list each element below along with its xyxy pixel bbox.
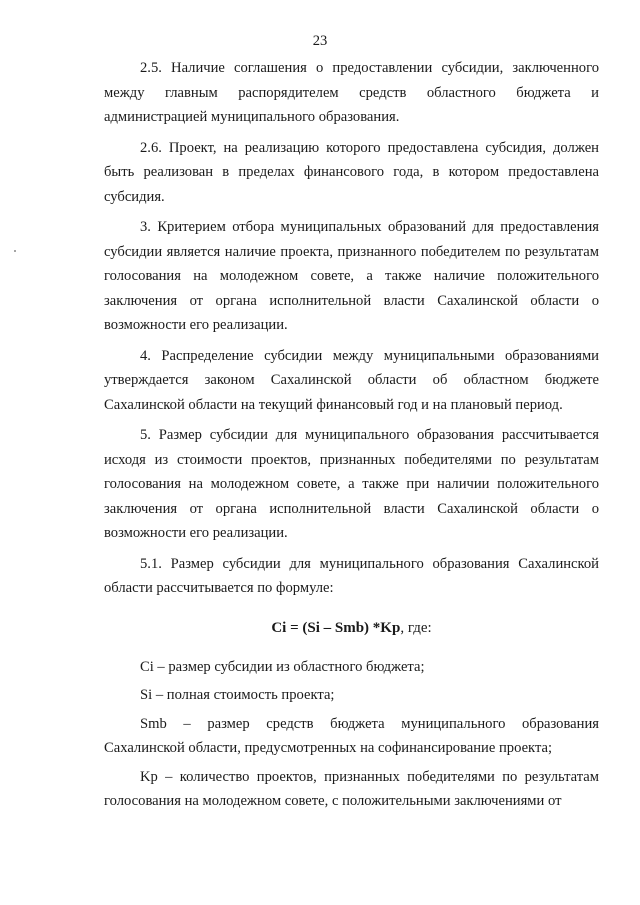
paragraph-2-6: 2.6. Проект, на реализацию которого предоставлена субсидия, должен быть реализован в пределах финансового года, в котором предоставлена субсидия. (104, 139, 599, 205)
formula-expression: Ci = (Si – Smb) *Kp (271, 619, 401, 636)
scan-speck (14, 250, 16, 252)
formula (104, 615, 599, 641)
definition-si: Si – полная стоимость проекта; (140, 687, 335, 703)
formula-suffix: , где: (400, 619, 432, 636)
paragraph-2-5: 2.5. Наличие соглашения о предоставлении субсидии, заключенного между главным распорядителем средств областного бюджета и администрацией муниципального образования. (104, 60, 599, 125)
definition-ci: Ci – размер субсидии из областного бюджета; (140, 658, 425, 675)
document-body (104, 56, 599, 818)
paragraph-3: 3. Критерием отбора муниципальных образований для предоставления субсидии является наличие проекта, признанного победителем по результатам голосования на молодежном совете, а также наличие положительного заключения от органа исполнительной власти Сахалинской области о возможности его реализации. (104, 219, 599, 333)
paragraph-5: 5. Размер субсидии для муниципального образования рассчитывается исходя из стоимости проектов, признанных победителями по результатам голосования на молодежном совете, а также при наличии положительного заключения от органа исполнительной власти Сахалинской области о возможности его реализации. (104, 427, 599, 541)
definition-kp: Kp – количество проектов, признанных победителями по результатам голосования на молодежном совете, с положительными заключениями от (104, 768, 599, 809)
paragraph-4: 4. Распределение субсидии между муниципальными образованиями утверждается законом Сахалинской области об областном бюджете Сахалинской области на текущий финансовый год и на плановый период. (104, 347, 599, 413)
page-number: 23 (312, 33, 328, 49)
definition-smb: Smb – размер средств бюджета муниципального образования Сахалинской области, предусмотренных на софинансирование проекта; (104, 715, 599, 756)
paragraph-5-1: 5.1. Размер субсидии для муниципального образования Сахалинской области рассчитывается по формуле: (104, 555, 599, 596)
